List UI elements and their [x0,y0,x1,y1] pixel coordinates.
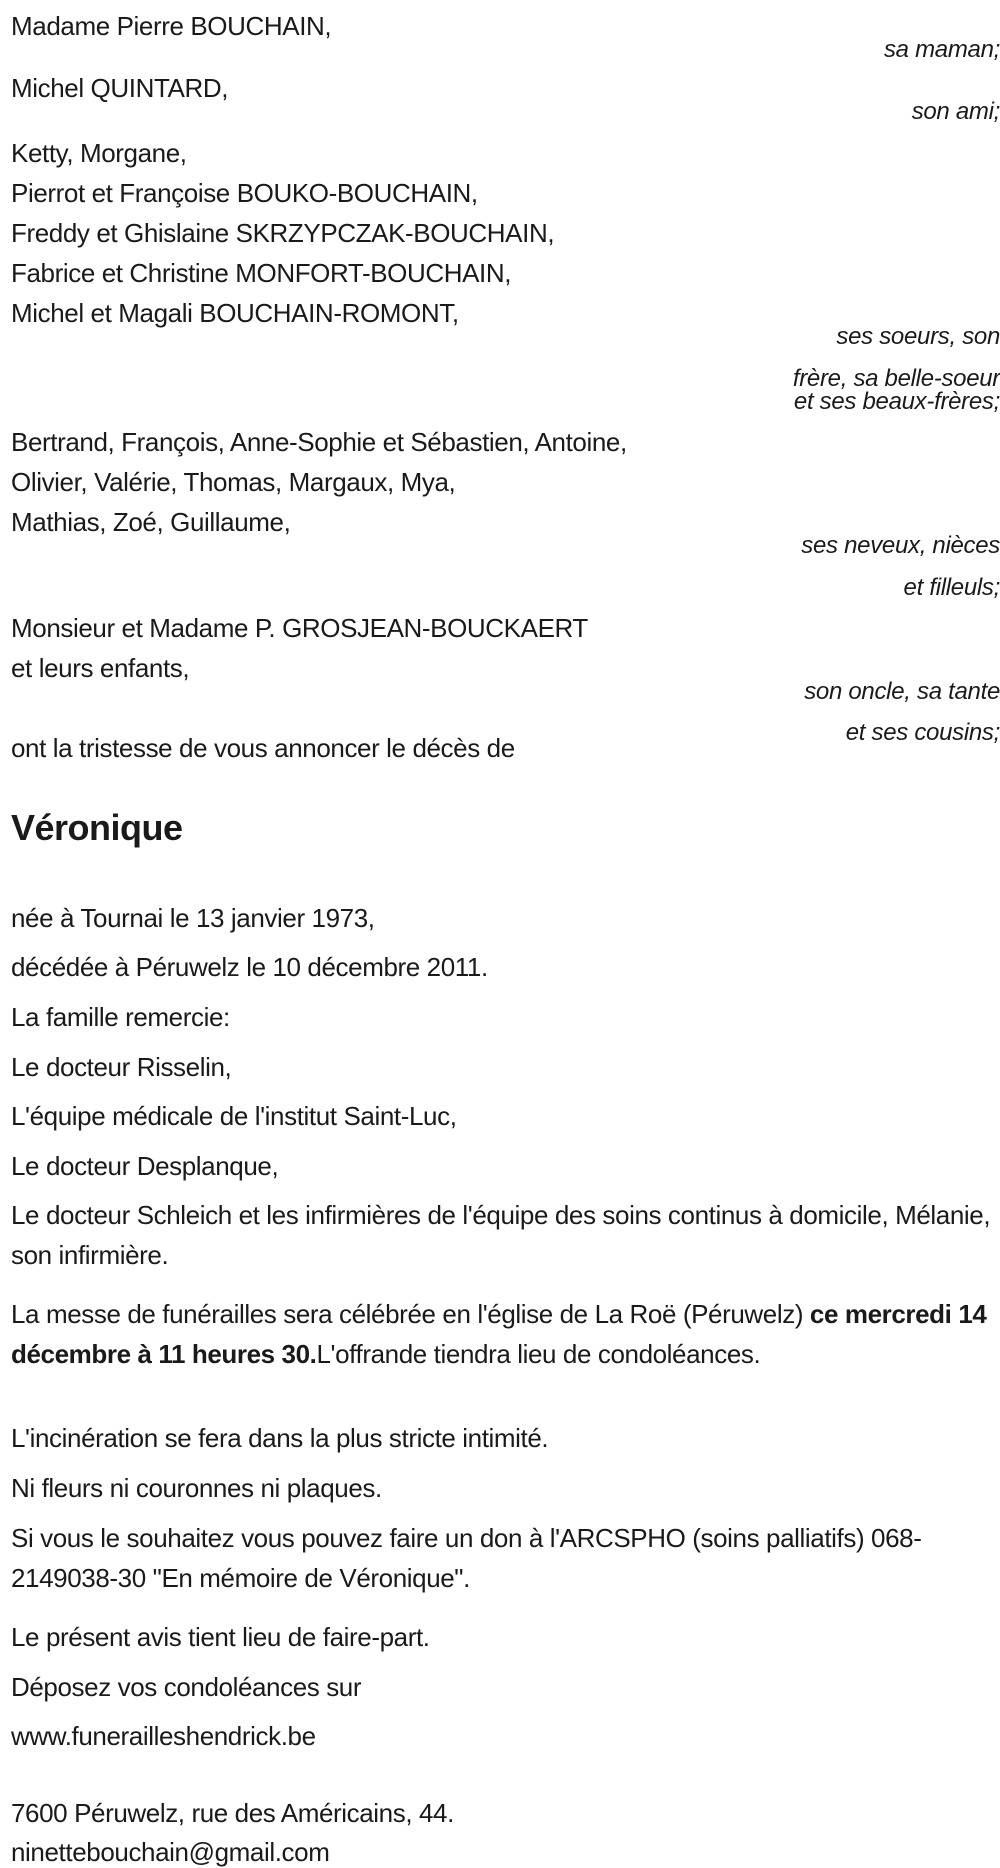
cremation-line: L'incinération se fera dans la plus stricte intimité. [11,1423,549,1453]
announcement-intro: ont la tristesse de vous annoncer le décès de [11,733,515,763]
notice-line: Le présent avis tient lieu de faire-part. [11,1622,430,1652]
relation-text: ses soeurs, son [836,323,1000,350]
funeral-offering: L'offrande tiendra lieu de condoléances. [316,1339,761,1369]
thanks-item: Le docteur Risselin, [11,1052,232,1082]
relation-label [0,532,1000,560]
funeral-info [11,1294,1000,1374]
family-name-line: Madame Pierre BOUCHAIN, [11,11,332,41]
family-name-line: Ketty, Morgane, [11,138,187,168]
donation-info: Si vous le souhaitez vous pouvez faire un don à l'ARCSPHO (soins palliatifs) 068-2149038-30 "En mémoire de Véronique". [11,1523,922,1593]
relation-text: et ses cousins; [845,719,1000,746]
family-name-line: Pierrot et Françoise BOUKO-BOUCHAIN, [11,178,478,208]
email-link[interactable]: ninettebouchain@gmail.com [11,1837,330,1867]
family-name-line: et leurs enfants, [11,653,190,683]
relation-label [0,323,1000,351]
relation-label [0,574,1000,602]
thanks-intro: La famille remercie: [11,1002,230,1032]
relation-text: et filleuls; [903,574,1000,601]
funeral-date-time: ce mercredi 14 décembre à 11 heures 30. [11,1299,987,1369]
funeral-text: La messe de funérailles sera célébrée en l'église de La Roë (Péruwelz) [11,1299,810,1329]
family-name-line: Monsieur et Madame P. GROSJEAN-BOUCKAERT [11,613,588,643]
family-name-line: Bertrand, François, Anne-Sophie et Sébastien, Antoine, [11,427,627,457]
condolences-link[interactable]: www.funerailleshendrick.be [11,1721,316,1751]
relation-text: ses neveux, nièces [801,532,1000,559]
family-name-line: Michel et Magali BOUCHAIN-ROMONT, [11,298,459,328]
relation-text: son oncle, sa tante [804,678,1000,705]
flowers-line: Ni fleurs ni couronnes ni plaques. [11,1473,382,1503]
thanks-item: L'équipe médicale de l'institut Saint-Luc, [11,1101,457,1131]
relation-label [0,388,1000,416]
relation-text: son ami; [911,98,1000,125]
relation-text: frère, sa belle-soeur [792,365,1000,392]
thanks-item: Le docteur Schleich et les infirmières de l'équipe des soins continus à domicile, Mélanie, son infirmière. [11,1200,991,1270]
relation-text: et ses beaux-frères; [793,388,1000,415]
birth-line: née à Tournai le 13 janvier 1973, [11,903,375,933]
address-line: 7600 Péruwelz, rue des Américains, 44. [11,1798,454,1828]
condolences-intro: Déposez vos condoléances sur [11,1672,362,1702]
thanks-item: Le docteur Desplanque, [11,1151,279,1181]
relation-label [0,678,1000,706]
family-name-line: Michel QUINTARD, [11,73,229,103]
relation-label [0,98,1000,126]
death-line: décédée à Péruwelz le 10 décembre 2011. [11,952,488,982]
family-name-line: Freddy et Ghislaine SKRZYPCZAK-BOUCHAIN, [11,218,555,248]
family-name-line: Mathias, Zoé, Guillaume, [11,507,291,537]
deceased-name-heading: Véronique [11,807,183,848]
family-name-line: Olivier, Valérie, Thomas, Margaux, Mya, [11,467,456,497]
family-name-line: Fabrice et Christine MONFORT-BOUCHAIN, [11,258,512,288]
relation-text: sa maman; [883,36,1000,63]
relation-label [0,36,1000,64]
